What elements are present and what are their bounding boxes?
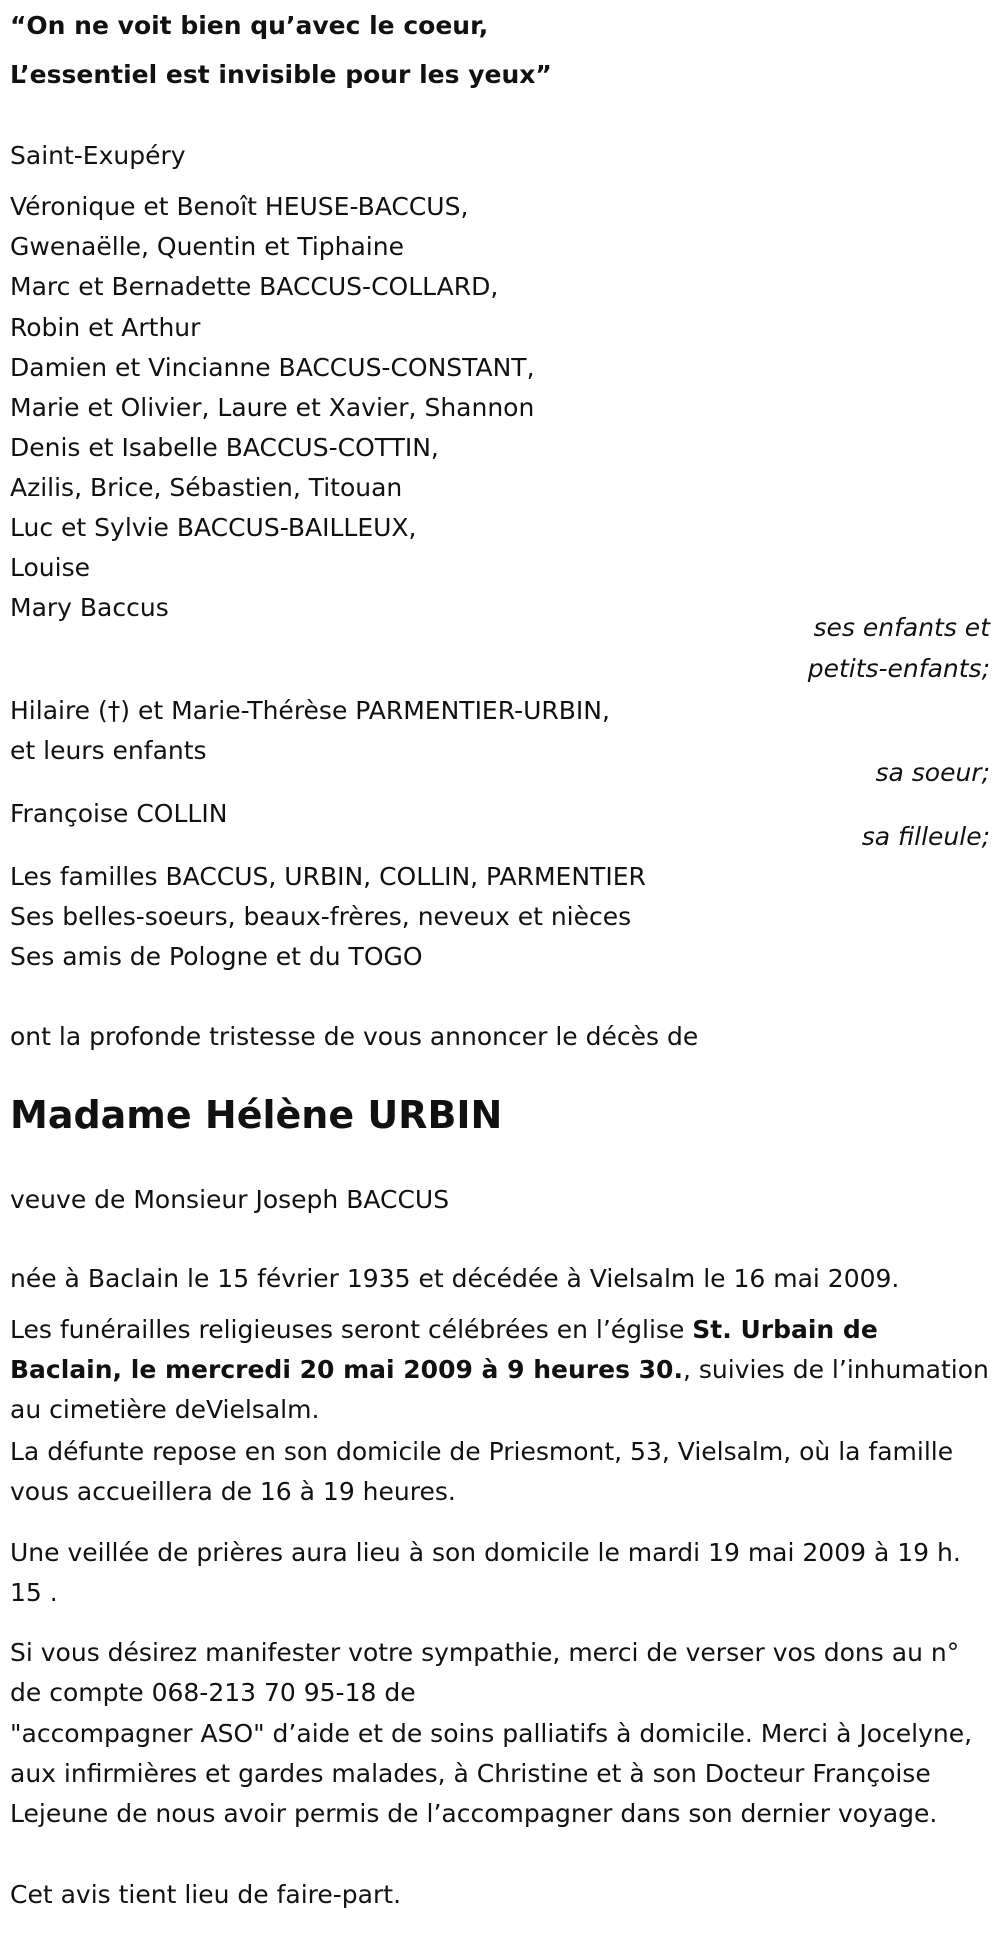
funeral-details: St. Urbain de Baclain, le mercredi 20 mai 2009 à 9 heures 30. <box>10 1315 878 1384</box>
family-line: Véronique et Benoît HEUSE-BACCUS, <box>10 192 469 221</box>
sister-line: Hilaire (†) et Marie-Thérèse PARMENTIER-URBIN, <box>10 696 610 725</box>
family-line: Robin et Arthur <box>10 313 201 342</box>
family-line: Mary Baccus <box>10 593 169 622</box>
quote-line-1: “On ne voit bien qu’avec le coeur, <box>10 11 489 40</box>
sister-line: et leurs enfants <box>10 736 207 765</box>
rest-paragraph: La défunte repose en son domicile de Priesmont, 53, Vielsalm, où la famille vous accueillera de 16 à 19 heures. <box>10 1437 954 1506</box>
family-line: Denis et Isabelle BACCUS-COTTIN, <box>10 433 439 462</box>
vigil-paragraph: Une veillée de prières aura lieu à son domicile le mardi 19 mai 2009 à 19 h. 15 . <box>10 1538 961 1607</box>
family-line: Louise <box>10 553 90 582</box>
funeral-paragraph <box>10 1310 995 1430</box>
closing-line: Cet avis tient lieu de faire-part. <box>10 1880 402 1909</box>
goddaughter-line: Françoise COLLIN <box>10 799 228 828</box>
role-sister: sa soeur; <box>875 758 990 787</box>
others-line: Les familles BACCUS, URBIN, COLLIN, PARMENTIER <box>10 862 646 891</box>
birth-death: née à Baclain le 15 février 1935 et décédée à Vielsalm le 16 mai 2009. <box>10 1264 900 1293</box>
quote-line-2: L’essentiel est invisible pour les yeux” <box>10 60 552 89</box>
thanks-paragraph: "accompagner ASO" d’aide et de soins palliatifs à domicile. Merci à Jocelyne, aux infirmières et gardes malades, à Christine et à son Docteur Françoise Lejeune de nous avoir permis de l’accompagner dans son dernier voyage. <box>10 1719 973 1828</box>
role-children-line-2: petits-enfants; <box>807 654 990 683</box>
quote-author: Saint-Exupéry <box>10 141 186 170</box>
family-line: Luc et Sylvie BACCUS-BAILLEUX, <box>10 513 417 542</box>
others-line: Ses amis de Pologne et du TOGO <box>10 942 423 971</box>
family-line: Marc et Bernadette BACCUS-COLLARD, <box>10 272 499 301</box>
others-line: Ses belles-soeurs, beaux-frères, neveux et nièces <box>10 902 632 931</box>
announcement: ont la profonde tristesse de vous annoncer le décès de <box>10 1022 699 1051</box>
funeral-prefix: Les funérailles religieuses seront célébrées en l’église <box>10 1315 693 1344</box>
funeral-suffix: , suivies de l’inhumation au cimetière deVielsalm. <box>10 1355 989 1424</box>
family-line: Damien et Vincianne BACCUS-CONSTANT, <box>10 353 535 382</box>
role-goddaughter: sa filleule; <box>861 822 990 851</box>
family-line: Marie et Olivier, Laure et Xavier, Shannon <box>10 393 535 422</box>
family-line: Azilis, Brice, Sébastien, Titouan <box>10 473 403 502</box>
deceased-name: Madame Hélène URBIN <box>10 1093 503 1137</box>
family-line: Gwenaëlle, Quentin et Tiphaine <box>10 232 404 261</box>
role-children-line-1: ses enfants et <box>813 613 990 642</box>
donations-paragraph: Si vous désirez manifester votre sympathie, merci de verser vos dons au n° de compte 068-213 70 95-18 de <box>10 1638 960 1707</box>
widow-of: veuve de Monsieur Joseph BACCUS <box>10 1185 450 1214</box>
